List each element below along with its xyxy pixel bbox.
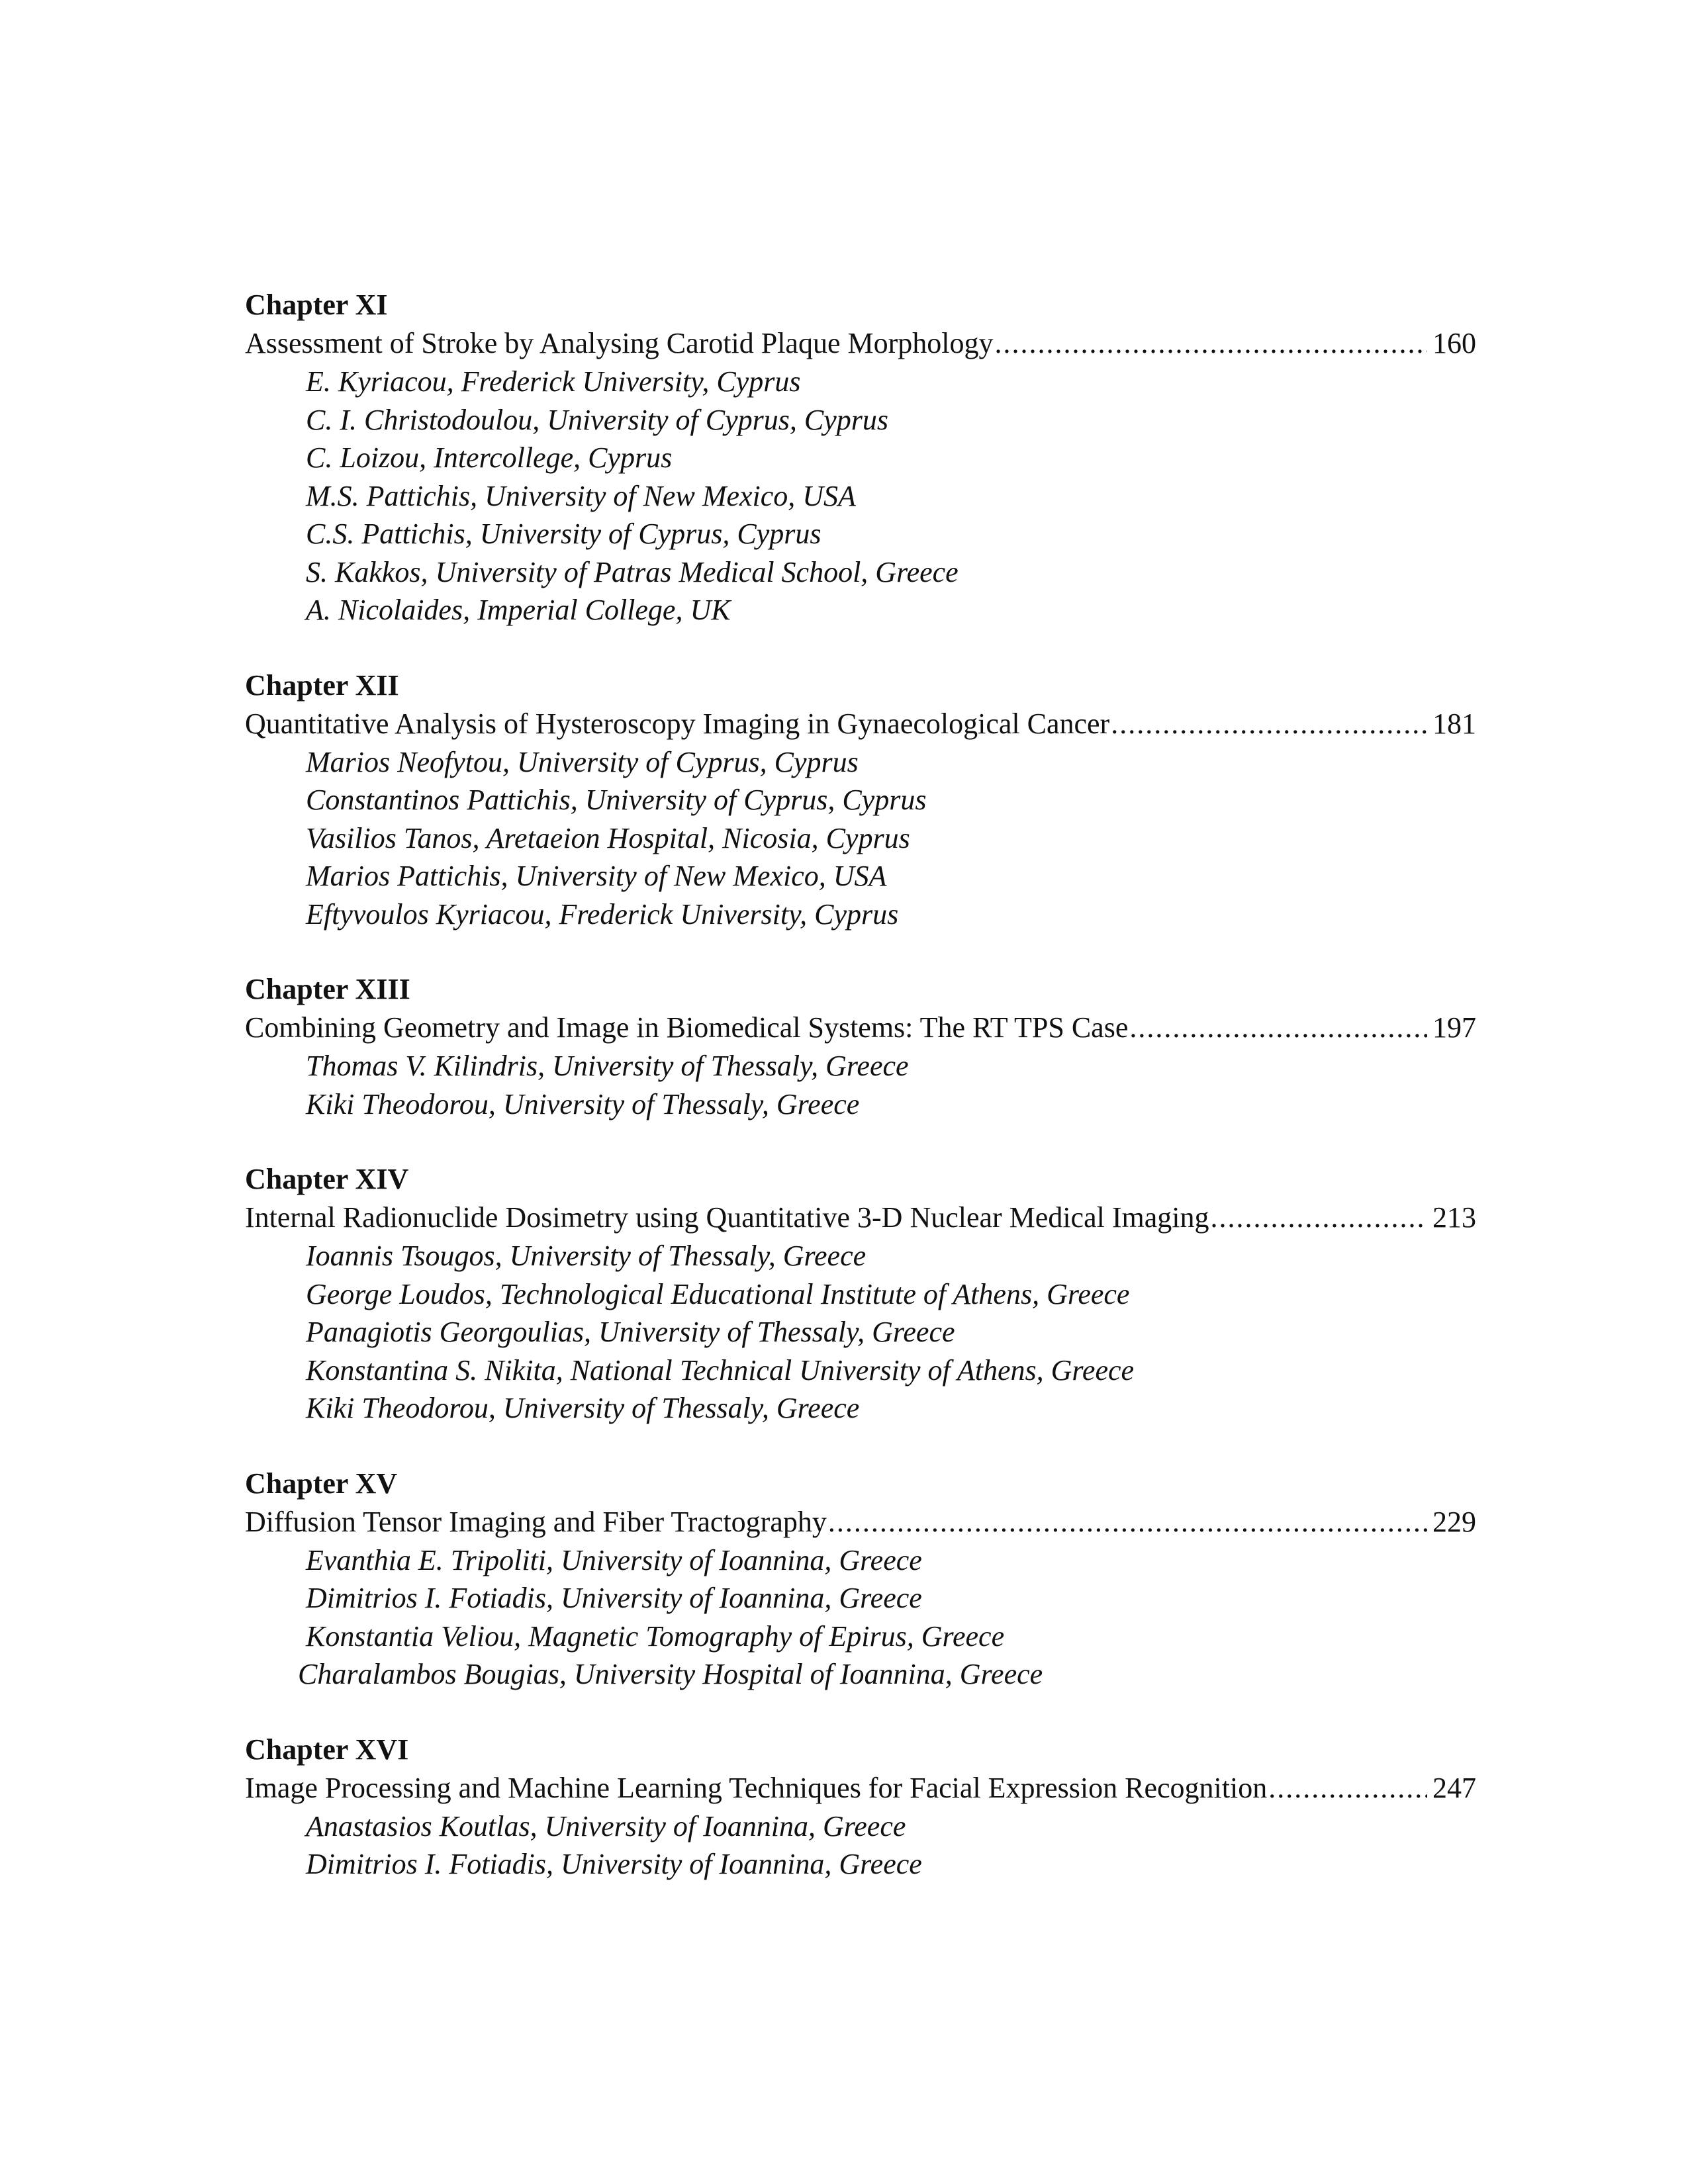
- chapter-title[interactable]: Quantitative Analysis of Hysteroscopy Imaging in Gynaecological Cancer: [245, 707, 1110, 740]
- author-line: George Loudos, Technological Educational Institute of Athens, Greece: [306, 1277, 1130, 1310]
- chapter-title[interactable]: Internal Radionuclide Dosimetry using Quantitative 3-D Nuclear Medical Imaging: [245, 1201, 1209, 1234]
- chapter-title[interactable]: Image Processing and Machine Learning Techniques for Facial Expression Recognition: [245, 1771, 1268, 1804]
- author-line: Ioannis Tsougos, University of Thessaly, Greece: [306, 1240, 867, 1272]
- author-line: Vasilios Tanos, Aretaeion Hospital, Nicosia, Cyprus: [306, 821, 910, 854]
- chapter-label: Chapter XIII: [245, 973, 410, 1005]
- chapter-label: Chapter XVI: [245, 1733, 409, 1766]
- author-line: M.S. Pattichis, University of New Mexico, USA: [306, 479, 856, 512]
- author-line: C. Loizou, Intercollege, Cyprus: [306, 441, 673, 474]
- page-number[interactable]: 160: [1432, 327, 1476, 359]
- author-line: Marios Neofytou, University of Cyprus, Cyprus: [306, 745, 859, 778]
- dot-leader: [828, 1503, 1427, 1541]
- author-line: Thomas V. Kilindris, University of Thessaly, Greece: [306, 1050, 909, 1082]
- page-number[interactable]: 229: [1432, 1505, 1476, 1538]
- dot-leader: [1111, 705, 1427, 743]
- chapter-label: Chapter XIV: [245, 1163, 409, 1195]
- chapter-title[interactable]: Combining Geometry and Image in Biomedical Systems: The RT TPS Case: [245, 1011, 1129, 1044]
- dot-leader: [1268, 1769, 1427, 1807]
- author-line: Dimitrios I. Fotiadis, University of Ioannina, Greece: [306, 1582, 922, 1614]
- dot-leader: [1129, 1009, 1427, 1047]
- page-number[interactable]: 247: [1432, 1771, 1476, 1804]
- author-line: Eftyvoulos Kyriacou, Frederick University, Cyprus: [306, 897, 899, 931]
- author-line: Dimitrios I. Fotiadis, University of Ioannina, Greece: [306, 1848, 922, 1880]
- chapter-title[interactable]: Diffusion Tensor Imaging and Fiber Tractography: [245, 1505, 827, 1538]
- dot-leader: [1210, 1199, 1427, 1237]
- dot-leader: [995, 324, 1428, 363]
- chapter-title-line[interactable]: [245, 1503, 1476, 1541]
- author-line: Panagiotis Georgoulias, University of Thessaly, Greece: [306, 1316, 955, 1348]
- chapter-entry: [245, 1731, 1476, 1884]
- chapter-entry: [245, 1465, 1476, 1694]
- author-line: Konstantia Veliou, Magnetic Tomography of Epirus, Greece: [306, 1619, 1005, 1653]
- chapter-title-line[interactable]: [245, 1769, 1476, 1807]
- author-line: C.S. Pattichis, University of Cyprus, Cyprus: [306, 518, 821, 550]
- page-number[interactable]: 181: [1432, 707, 1476, 740]
- chapter-entry: [245, 666, 1476, 934]
- author-line: C. I. Christodoulou, University of Cyprus, Cyprus: [306, 403, 889, 436]
- table-of-contents: [245, 286, 1476, 1921]
- author-line: S. Kakkos, University of Patras Medical School, Greece: [306, 555, 959, 588]
- chapter-title-line[interactable]: [245, 324, 1476, 363]
- author-line: Evanthia E. Tripoliti, University of Ioannina, Greece: [306, 1543, 922, 1576]
- author-line: Anastasios Koutlas, University of Ioannina, Greece: [306, 1809, 906, 1843]
- chapter-label: Chapter XV: [245, 1467, 398, 1500]
- chapter-entry: [245, 1160, 1476, 1428]
- chapter-label: Chapter XII: [245, 668, 399, 702]
- chapter-title-line[interactable]: [245, 705, 1476, 743]
- chapter-title-line[interactable]: [245, 1199, 1476, 1237]
- chapter-entry: [245, 286, 1476, 629]
- author-line: E. Kyriacou, Frederick University, Cyprus: [306, 365, 801, 398]
- author-line: Kiki Theodorou, University of Thessaly, Greece: [306, 1087, 860, 1120]
- page-number[interactable]: 213: [1432, 1201, 1476, 1234]
- chapter-title[interactable]: Assessment of Stroke by Analysing Carotid Plaque Morphology: [245, 327, 994, 359]
- chapter-label: Chapter XI: [245, 289, 388, 321]
- author-line: Charalambos Bougias, University Hospital of Ioannina, Greece: [298, 1658, 1043, 1690]
- author-line: A. Nicolaides, Imperial College, UK: [306, 594, 731, 626]
- page-number[interactable]: 197: [1432, 1011, 1476, 1044]
- chapter-entry: [245, 970, 1476, 1123]
- author-line: Kiki Theodorou, University of Thessaly, Greece: [306, 1392, 860, 1424]
- author-line: Constantinos Pattichis, University of Cyprus, Cyprus: [306, 784, 927, 816]
- chapter-title-line[interactable]: [245, 1009, 1476, 1047]
- author-line: Marios Pattichis, University of New Mexico, USA: [306, 860, 887, 892]
- author-line: Konstantina S. Nikita, National Technical University of Athens, Greece: [306, 1353, 1135, 1387]
